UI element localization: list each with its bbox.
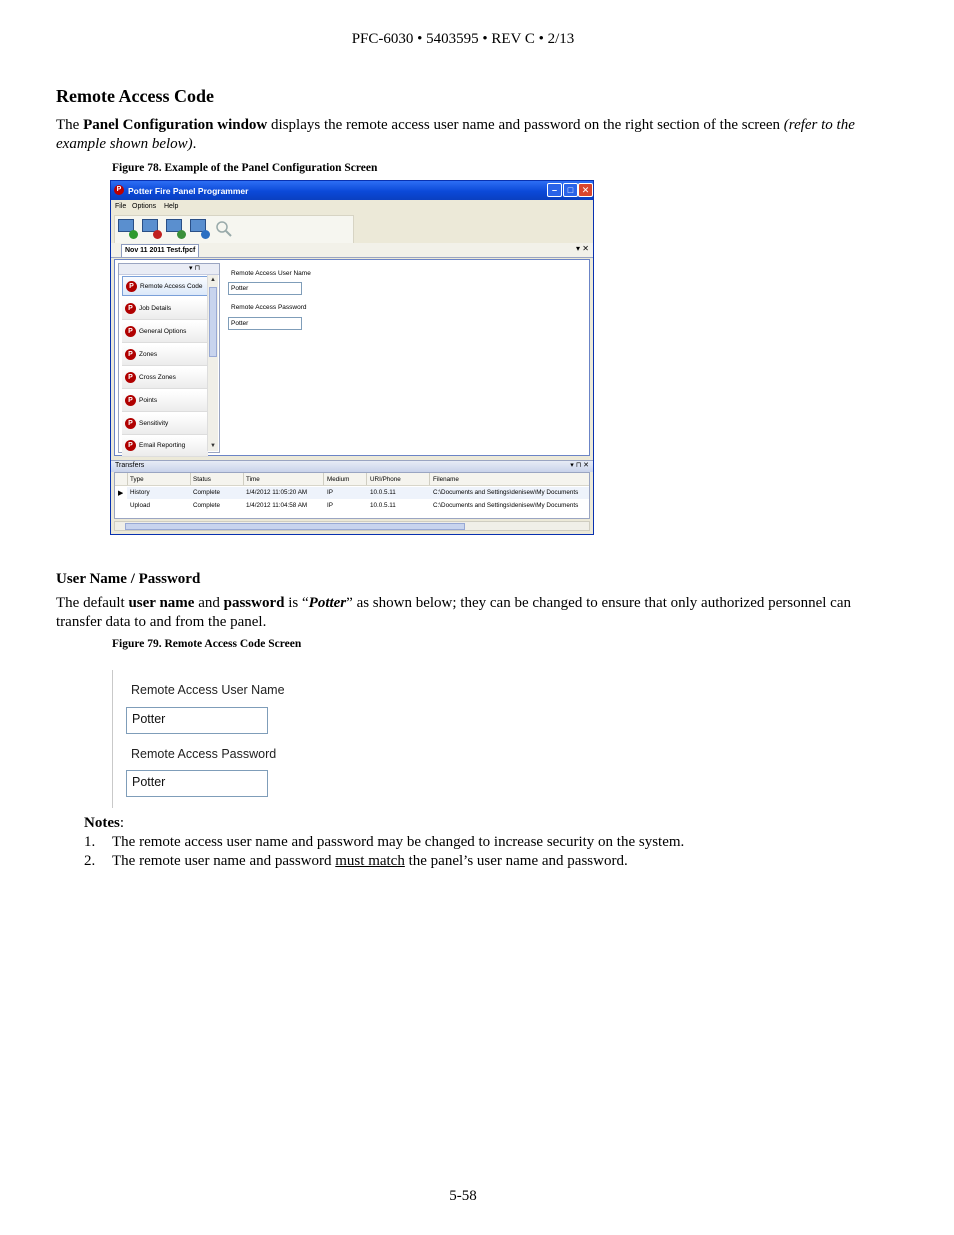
transfers-table: [114, 472, 590, 519]
download-icon[interactable]: [166, 219, 186, 239]
intro-text: The: [56, 117, 84, 133]
scrollbar-thumb[interactable]: [125, 523, 465, 530]
intro-paragraph: [56, 116, 866, 154]
intro-italic: (refer to the example shown below): [56, 117, 855, 152]
column-header-uri-phone[interactable]: URI/Phone: [370, 476, 401, 483]
table-cell: IP: [327, 489, 333, 496]
table-cell: 10.0.5.11: [370, 489, 396, 496]
nav-item-label: Email Reporting: [139, 442, 186, 449]
notes-colon: :: [119, 815, 124, 831]
section-title: Remote Access Code: [56, 86, 214, 106]
page-header: PFC-6030 • 5403595 • REV C • 2/13: [351, 31, 575, 47]
menu-bar: [111, 200, 593, 213]
panel-configuration-window: [110, 180, 594, 535]
document-tab-bar: [111, 243, 593, 258]
remote-password-input[interactable]: Potter: [228, 317, 302, 330]
potter-logo-icon: P: [125, 326, 136, 337]
para-bold: user name: [128, 595, 195, 611]
fig79-user-name-input[interactable]: Potter: [126, 707, 268, 734]
note-text: The remote user name and password: [112, 853, 336, 869]
nav-item-general-options[interactable]: [122, 322, 208, 343]
transfers-horizontal-scrollbar[interactable]: [114, 521, 590, 531]
table-cell: C:\Documents and Settings\denisew\My Documents: [433, 489, 579, 496]
potter-logo-icon: P: [125, 372, 136, 383]
column-header-type[interactable]: Type: [130, 476, 144, 483]
navigation-panel-header: [119, 264, 219, 275]
note-text: The remote access user name and password may be changed to increase security on the system.: [112, 834, 685, 850]
note-text: the panel’s user name and password.: [404, 853, 628, 869]
table-cell: History: [130, 489, 150, 496]
subsection-title: User Name / Password: [56, 571, 201, 587]
page-number: 5-58: [449, 1188, 477, 1204]
table-cell: 1/4/2012 11:04:58 AM: [246, 502, 308, 509]
para-bold-italic: Potter: [308, 595, 347, 611]
table-cell: IP: [327, 502, 333, 509]
potter-logo-icon: P: [125, 395, 136, 406]
table-cell: Complete: [193, 502, 220, 509]
nav-item-email-reporting[interactable]: [122, 436, 208, 457]
toolbar: [114, 215, 354, 244]
remote-user-name-input[interactable]: Potter: [228, 282, 302, 295]
nav-item-label: Job Details: [139, 305, 172, 312]
potter-logo-icon: P: [125, 440, 136, 451]
document-tab-controls[interactable]: ▾ ✕: [576, 244, 589, 253]
nav-item-sensitivity[interactable]: [122, 414, 208, 435]
search-icon[interactable]: [214, 219, 234, 239]
column-header-status[interactable]: Status: [193, 476, 211, 483]
table-cell: C:\Documents and Settings\denisew\My Documents: [433, 502, 579, 509]
transfers-controls[interactable]: ▾ ⊓ ✕: [570, 462, 589, 469]
title-bar[interactable]: [111, 181, 593, 200]
nav-item-label: Points: [139, 397, 158, 404]
menu-file[interactable]: File: [115, 203, 127, 210]
nav-item-label: Cross Zones: [139, 374, 176, 381]
nav-item-points[interactable]: [122, 391, 208, 412]
remote-password-label: Remote Access Password: [231, 304, 307, 311]
figure-79-caption: Figure 79. Remote Access Code Screen: [112, 638, 302, 650]
intro-text: displays the remote access user name and password on the right section of the screen: [267, 117, 784, 133]
configuration-content: [114, 259, 590, 456]
list-number: 2.: [84, 853, 96, 869]
nav-item-label: Sensitivity: [139, 420, 169, 427]
potter-logo-icon: P: [125, 303, 136, 314]
scroll-down-icon[interactable]: ▼: [210, 443, 216, 449]
table-cell: 10.0.5.11: [370, 502, 396, 509]
fig79-user-name-label: Remote Access User Name: [131, 683, 285, 697]
app-icon: P: [114, 185, 124, 195]
fig79-password-input[interactable]: Potter: [126, 770, 268, 797]
window-title: Potter Fire Panel Programmer: [128, 186, 249, 196]
table-header-row: [115, 473, 589, 486]
nav-item-label: Zones: [139, 351, 158, 358]
fig79-password-label: Remote Access Password: [131, 747, 277, 761]
intro-bold: Panel Configuration window: [83, 117, 268, 133]
para-bold: password: [223, 595, 285, 611]
nav-item-remote-access-code[interactable]: [122, 276, 208, 296]
scroll-up-icon[interactable]: ▲: [210, 277, 216, 283]
upload-icon[interactable]: [190, 219, 210, 239]
close-icon[interactable]: ✕: [578, 183, 593, 197]
table-cell: 1/4/2012 11:05:20 AM: [246, 489, 308, 496]
nav-item-zones[interactable]: [122, 345, 208, 366]
para-text: and: [194, 595, 224, 611]
transfers-panel-header: [111, 460, 593, 472]
default-credentials-paragraph: [56, 594, 866, 632]
note-underline: must match: [335, 853, 405, 869]
connect-icon[interactable]: [118, 219, 138, 239]
nav-item-label: General Options: [139, 328, 187, 335]
figure-78-caption: Figure 78. Example of the Panel Configuration Screen: [112, 162, 378, 174]
potter-logo-icon: P: [125, 349, 136, 360]
notes-section: [84, 814, 684, 871]
disconnect-icon[interactable]: [142, 219, 162, 239]
transfers-title: Transfers: [115, 462, 145, 469]
notes-label: Notes: [84, 815, 120, 831]
para-text: is “: [284, 595, 309, 611]
maximize-icon[interactable]: □: [563, 183, 578, 197]
column-header-filename[interactable]: Filename: [433, 476, 459, 483]
potter-logo-icon: P: [125, 418, 136, 429]
list-item: [84, 833, 684, 852]
nav-item-cross-zones[interactable]: [122, 368, 208, 389]
scrollbar-thumb[interactable]: [209, 287, 217, 357]
minimize-icon[interactable]: –: [547, 183, 562, 197]
para-text: ” as shown below; they can be changed to ensure that only authorized personnel can transfer data to and from the panel.: [56, 595, 851, 630]
column-header-time[interactable]: Time: [246, 476, 260, 483]
pin-icon[interactable]: ▾ ⊓: [189, 265, 200, 272]
table-cell: Complete: [193, 489, 220, 496]
intro-text: .: [192, 136, 197, 152]
column-header-medium[interactable]: Medium: [327, 476, 350, 483]
potter-logo-icon: P: [126, 281, 137, 292]
list-item: [84, 852, 684, 871]
remote-user-name-label: Remote Access User Name: [231, 270, 311, 277]
row-selector-icon: ▶: [118, 490, 124, 497]
table-cell: Upload: [130, 502, 150, 509]
list-number: 1.: [84, 834, 96, 850]
menu-options[interactable]: Options: [132, 203, 157, 210]
document-tab[interactable]: Nov 11 2011 Test.fpcf: [121, 244, 199, 257]
para-text: The default: [56, 595, 129, 611]
menu-help[interactable]: Help: [164, 203, 179, 210]
nav-item-label: Remote Access Code: [140, 283, 203, 290]
navigation-scrollbar[interactable]: [207, 275, 218, 451]
remote-access-code-screen: [112, 670, 313, 808]
navigation-panel: [118, 263, 220, 453]
nav-item-job-details[interactable]: [122, 299, 208, 320]
